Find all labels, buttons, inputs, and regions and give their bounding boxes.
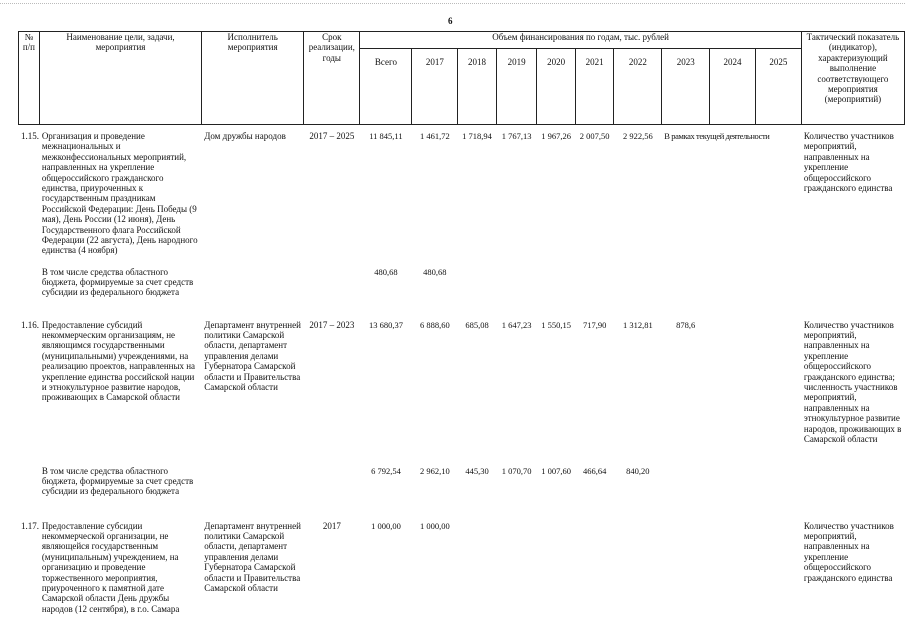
- header-name: Наименование цели, задачи, мероприятия: [39, 32, 201, 125]
- row-value: 1 967,26: [541, 131, 571, 141]
- table-row: [19, 318, 905, 466]
- row-executor: Дом дружбы народов: [204, 131, 286, 141]
- header-year: 2022: [614, 49, 662, 125]
- row-total: 11 845,11: [369, 131, 403, 141]
- header-year: 2020: [537, 49, 576, 125]
- row-value: 1 007,60: [541, 465, 571, 476]
- row-num: [19, 267, 40, 318]
- row-num: 1.16.: [21, 319, 39, 330]
- row-value: 1 070,70: [501, 465, 532, 476]
- row-value: 2 922,56: [622, 131, 653, 141]
- row-period: 2017: [322, 520, 341, 531]
- header-total: Всего: [360, 49, 412, 125]
- row-name: Предоставление субсидии некоммерческой организации, не являющейся государственным (муниципальным) учреждением, на организацию и проведение торжественного мероприятия, приуроченного к памятной дате Самарской области День дружбы народов (12 сентября), в г.о. Самара: [41, 520, 180, 614]
- row-name: В том числе средства областного бюджета, формируемые за счет средств субсидии из федерального бюджета: [41, 465, 194, 497]
- row-name: В том числе средства областного бюджета, формируемые за счет средств субсидии из федерального бюджета: [41, 266, 194, 298]
- row-total: 6 792,54: [371, 465, 401, 476]
- row-executor: Департамент внутренней политики Самарской области, департамент управления делами Губернатора Самарской области и Правительства Самарской области: [204, 319, 301, 392]
- page-number: 6: [448, 16, 453, 26]
- row-note: В рамках текущей деятельности: [664, 131, 770, 141]
- row-name: Предоставление субсидий некоммерческим организациям, не являющимся государственными (муниципальными) учреждениями, на реализацию проектов, направленных на укрепление единства российской нации и этнокультурное развитие народов, проживающих в Самарской области: [41, 319, 196, 403]
- header-year: 2023: [662, 49, 710, 125]
- row-num: 1.17.: [21, 520, 39, 531]
- header-year: 2021: [575, 49, 614, 125]
- row-value: 1 461,72: [419, 131, 450, 141]
- row-value: 840,20: [626, 465, 650, 476]
- row-total: 13 680,37: [368, 319, 403, 330]
- row-executor: [202, 466, 304, 517]
- header-year: 2025: [755, 49, 801, 125]
- row-total: 480,68: [374, 266, 398, 277]
- row-value: 466,64: [582, 465, 607, 476]
- row-value: 1 312,81: [622, 319, 653, 330]
- row-value: 1 000,00: [419, 520, 450, 531]
- table-row: [19, 125, 905, 267]
- row-value: 6 888,60: [419, 319, 450, 330]
- row-indicator: Количество участников мероприятий, направленных на укрепление общероссийского гражданского единства; численность участников мероприятий, направленных на этнокультурное развитие народов, проживающих в Самарской области: [803, 319, 902, 444]
- row-value: 445,30: [465, 465, 489, 476]
- header-executor: Исполнитель мероприятия: [202, 32, 304, 125]
- row-value: 2 007,50: [579, 131, 610, 141]
- table-row: [19, 466, 905, 517]
- table-row: [19, 517, 905, 617]
- header-year: 2019: [496, 49, 537, 125]
- row-period: [304, 466, 360, 517]
- row-executor: Департамент внутренней политики Самарской области, департамент управления делами Губернатора Самарской области и Правительства Самарской области: [204, 520, 301, 593]
- header-num: № п/п: [19, 32, 40, 125]
- row-period: [304, 267, 360, 318]
- top-dotted-rule: [0, 3, 905, 4]
- header-year: 2017: [412, 49, 458, 125]
- row-value: 1 718,94: [462, 131, 492, 141]
- header-year: 2024: [710, 49, 756, 125]
- row-name: Организация и проведение межнациональных и межконфессиональных мероприятий, направленных на укрепление общероссийского гражданского единства, приуроченных к государственным праздникам Российской Федерации: День Победы (9 мая), День России (12 июня), День Государственного флага Российской Федерации (22 августа), День народного единства (4 ноября): [41, 131, 198, 256]
- row-value: 1 550,15: [541, 319, 571, 330]
- row-indicator: [801, 267, 904, 318]
- row-total: 1 000,00: [371, 520, 401, 531]
- row-num: [19, 466, 40, 517]
- row-value: 1 647,23: [501, 319, 532, 330]
- row-value: 480,68: [423, 266, 447, 277]
- row-value: 685,08: [465, 319, 489, 330]
- row-indicator: [801, 466, 904, 517]
- row-executor: [202, 267, 304, 318]
- row-value: 1 767,13: [501, 131, 532, 141]
- row-indicator: Количество участников мероприятий, направленных на укрепление общероссийского гражданского единства: [803, 520, 894, 583]
- row-period: 2017 – 2023: [309, 319, 355, 330]
- table-header: [19, 32, 905, 125]
- funding-table: [18, 31, 905, 617]
- header-year: 2018: [458, 49, 497, 125]
- row-value: 717,90: [582, 319, 607, 330]
- row-period: 2017 – 2025: [309, 131, 355, 141]
- header-period: Срок реализации, годы: [304, 32, 360, 125]
- header-funding: Объем финансирования по годам, тыс. рублей: [360, 32, 801, 49]
- row-indicator: Количество участников мероприятий, направленных на укрепление общероссийского гражданского единства: [803, 131, 894, 194]
- table-row: [19, 267, 905, 318]
- row-num: 1.15.: [21, 131, 39, 141]
- row-value: 2 962,10: [419, 465, 450, 476]
- header-indicator: Тактический показатель (индикатор), характеризующий выполнение соответствующего мероприятия (мероприятий): [801, 32, 904, 125]
- row-value: 878,6: [676, 319, 696, 330]
